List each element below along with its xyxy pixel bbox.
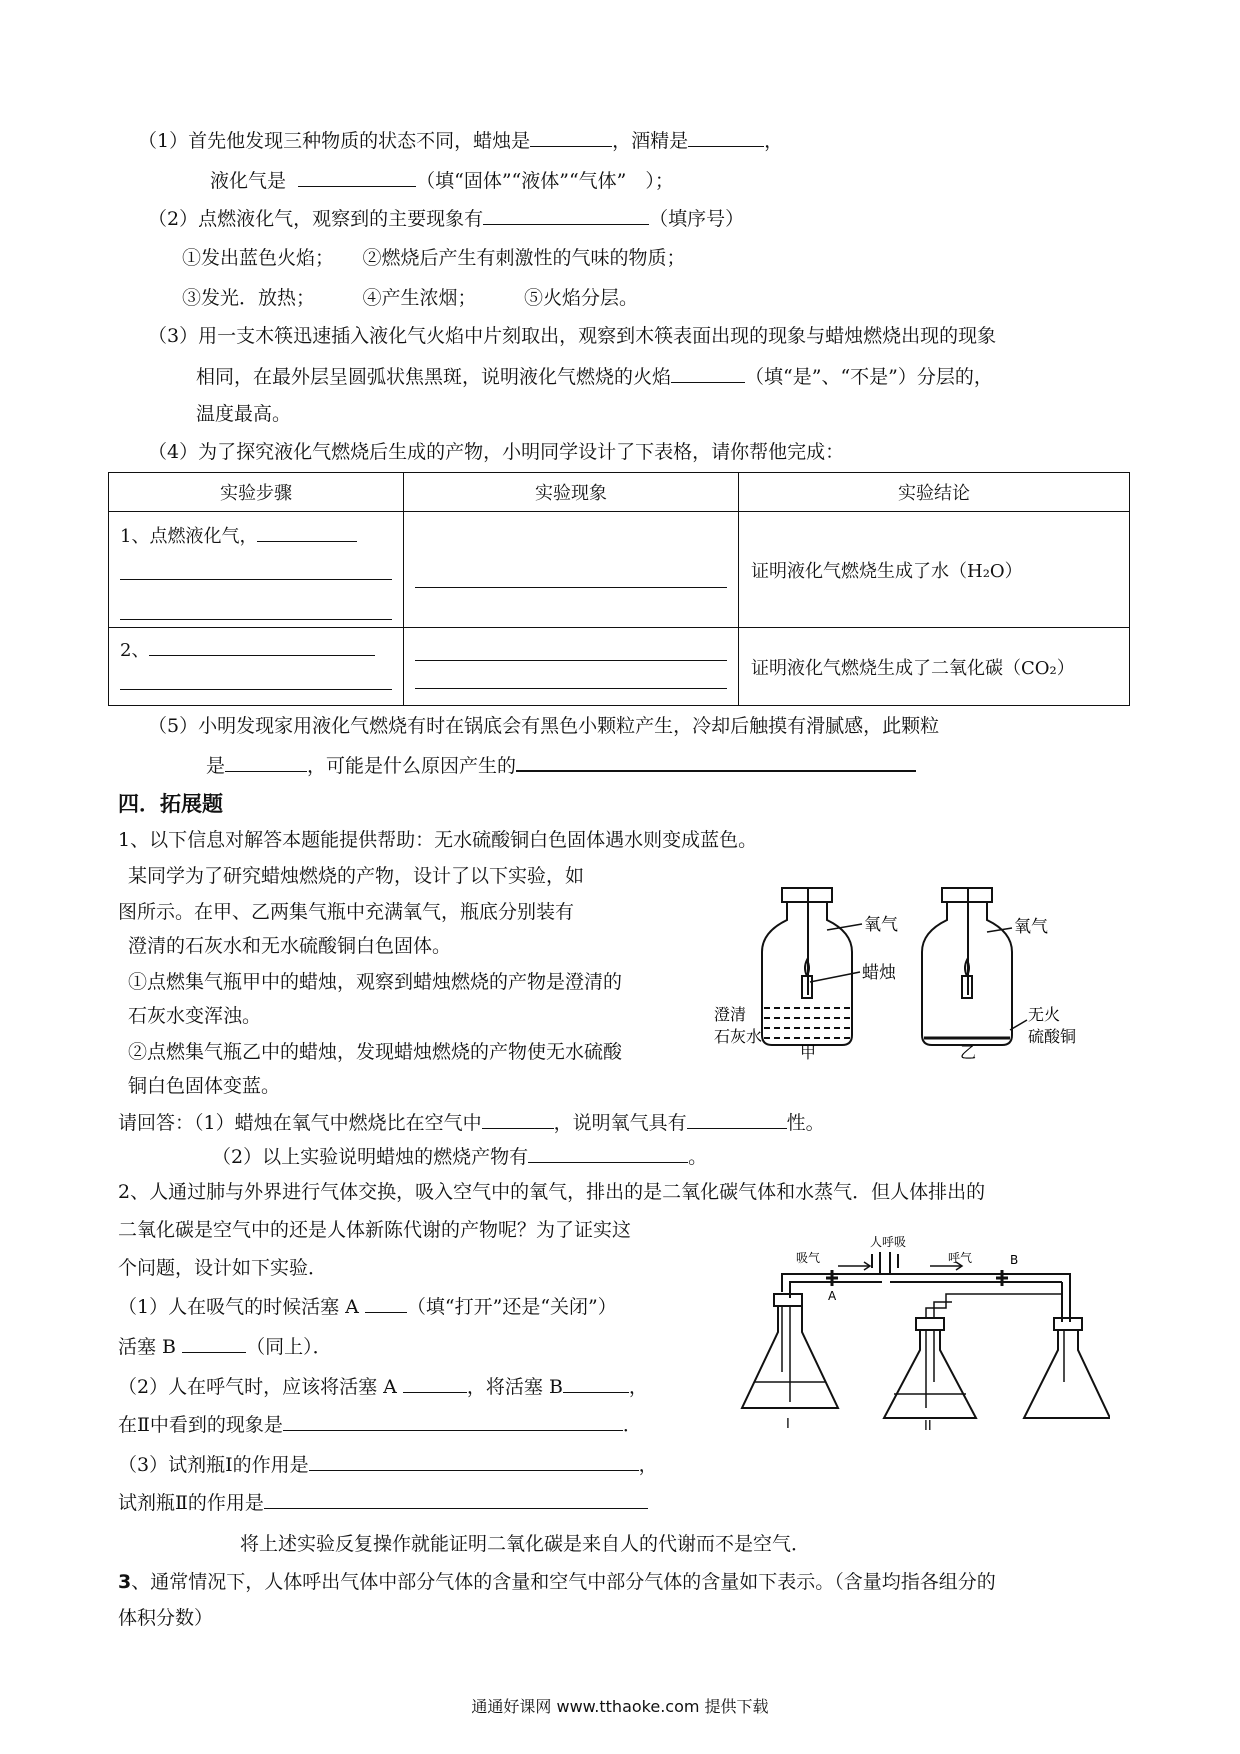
table-header-conclusion: 实验结论 — [739, 473, 1130, 512]
q3-part4-line: （4）为了探究液化气燃烧后生成的产物，小明同学设计了下表格，请你帮他完成： — [148, 441, 845, 463]
label-valve-b: B — [1010, 1253, 1019, 1267]
table-header-phenomenon: 实验现象 — [404, 473, 739, 512]
footer: 通通好课网 www.tthaoke.com 提供下载 — [471, 1697, 769, 1716]
q2-sub1-line2: 活塞 B （同上）． — [118, 1336, 332, 1358]
experiment-table — [108, 472, 1130, 706]
section-heading: 四．拓展题 — [118, 792, 223, 816]
answer-blank[interactable] — [149, 637, 375, 656]
stopper-3 — [1054, 1318, 1082, 1330]
label-cuso4-1: 无火 — [1028, 1005, 1061, 1024]
q1-line5: ①点燃集气瓶甲中的蜡烛，观察到蜡烛燃烧的产物是澄清的 — [128, 971, 623, 993]
q2-sub2-line1: （2）人在呼气时，应该将活塞 A ，将活塞 B ， — [118, 1376, 648, 1398]
label-candle: 蜡烛 — [862, 963, 896, 983]
q3-ext-line2: 体积分数） — [118, 1607, 214, 1629]
answer-blank[interactable] — [415, 687, 727, 689]
q2-sub3-line2: 试剂瓶Ⅱ的作用是 — [118, 1490, 648, 1515]
q1-answer1: 请回答：（1）蜡烛在氧气中燃烧比在空气中 ，说明氧气具有 性。 — [118, 1112, 825, 1134]
answer-blank[interactable] — [309, 1452, 639, 1471]
answer-blank[interactable] — [264, 1490, 648, 1509]
q2-conclusion: 将上述实验反复操作就能证明二氧化碳是来自人的代谢而不是空气． — [240, 1533, 811, 1555]
q3-part3-line3: 温度最高。 — [196, 403, 292, 425]
q3-part2-line: （2）点燃液化气，观察到的主要现象有 （填序号） — [148, 208, 745, 230]
label-valve-a: A — [828, 1289, 837, 1303]
q3-ext-line1: 3、通常情况下，人体呼出气体中部分气体的含量和空气中部分气体的含量如下表示。（含量均指各组分的 — [118, 1571, 996, 1593]
q1-line3: 图所示。在甲、乙两集气瓶中充满氧气，瓶底分别装有 — [118, 901, 575, 923]
label-bottle-2: II — [924, 1419, 932, 1432]
q2-line2: 二氧化碳是空气中的还是人体新陈代谢的产物呢？为了证实这 — [118, 1219, 632, 1241]
candle-experiment-figure — [712, 880, 1102, 1060]
answer-blank[interactable] — [403, 1374, 467, 1393]
answer-blank[interactable] — [257, 523, 357, 542]
answer-blank[interactable] — [415, 586, 727, 588]
table-cell-step: 1、点燃液化气， — [109, 512, 404, 628]
answer-blank[interactable] — [283, 1412, 623, 1431]
table-cell-conclusion: 证明液化气燃烧生成了水（H₂O） — [739, 512, 1130, 628]
label-limewater-2: 石灰水 — [714, 1027, 763, 1046]
answer-blank[interactable] — [687, 1110, 787, 1129]
label-cuso4-2: 硫酸铜 — [1028, 1027, 1077, 1046]
label-bottle-1: I — [786, 1417, 790, 1432]
q2-line3: 个问题，设计如下实验． — [118, 1257, 328, 1279]
table-cell-step: 2、 — [109, 628, 404, 706]
q1-line4: 澄清的石灰水和无水硫酸铜白色固体。 — [128, 935, 452, 957]
answer-blank[interactable] — [483, 206, 649, 225]
answer-blank[interactable] — [298, 168, 416, 187]
table-row — [109, 512, 1130, 628]
answer-blank[interactable] — [530, 128, 612, 147]
table-header-step: 实验步骤 — [109, 473, 404, 512]
q1-line6: 石灰水变浑浊。 — [128, 1005, 262, 1027]
answer-blank[interactable] — [516, 752, 916, 772]
table-cell-phenomenon — [404, 628, 739, 706]
stopper-2 — [916, 1318, 944, 1330]
label-limewater-1: 澄清 — [714, 1005, 747, 1024]
q3-part1-line1: （1）首先他发现三种物质的状态不同，蜡烛是 ，酒精是 ， — [138, 130, 784, 152]
q1-answer2: （2）以上实验说明蜡烛的燃烧产物有 。 — [212, 1146, 708, 1168]
q2-sub3-line1: （3）试剂瓶Ⅰ的作用是 ， — [118, 1454, 658, 1476]
table-cell-conclusion: 证明液化气燃烧生成了二氧化碳（CO₂） — [739, 628, 1130, 706]
answer-blank[interactable] — [365, 1294, 407, 1313]
answer-blank[interactable] — [120, 688, 392, 690]
q3-part5-line2: 是 ，可能是什么原因产生的 — [206, 752, 916, 778]
answer-blank[interactable] — [563, 1374, 629, 1393]
q1-line2: 某同学为了研究蜡烛燃烧的产物，设计了以下实验，如 — [128, 865, 585, 887]
q3-part3-line2: 相同，在最外层呈圆弧状焦黑斑，说明液化气燃烧的火焰 （填“是”、“不是”）分层的， — [196, 366, 993, 388]
table-cell-phenomenon — [404, 512, 739, 628]
breathing-apparatus-figure — [730, 1232, 1110, 1432]
table-header-row — [109, 473, 1130, 512]
label-breath: 人呼吸 — [870, 1235, 907, 1249]
answer-blank[interactable] — [688, 128, 764, 147]
flask-2 — [884, 1330, 976, 1418]
answer-blank[interactable] — [528, 1144, 688, 1163]
label-oxygen-jia: 氧气 — [864, 915, 898, 935]
label-oxygen-yi: 氧气 — [1014, 917, 1048, 937]
q2-sub1-line1: （1）人在吸气的时候活塞 A （填“打开”还是“关闭”） — [118, 1296, 617, 1318]
table-row — [109, 628, 1130, 706]
q1-line8: 铜白色固体变蓝。 — [128, 1075, 281, 1097]
label-yi: 乙 — [960, 1043, 977, 1060]
q1-line1: 1、以下信息对解答本题能提供帮助：无水硫酸铜白色固体遇水则变成蓝色。 — [118, 829, 758, 851]
answer-blank[interactable] — [182, 1334, 246, 1353]
q2-sub2-line2: 在Ⅱ中看到的现象是 ． — [118, 1414, 642, 1436]
stopper-1 — [774, 1294, 802, 1306]
label-jia: 甲 — [800, 1043, 817, 1060]
q1-line7: ②点燃集气瓶乙中的蜡烛，发现蜡烛燃烧的产物使无水硫酸 — [128, 1041, 623, 1063]
q3-part3-line1: （3）用一支木筷迅速插入液化气火焰中片刻取出，观察到木筷表面出现的现象与蜡烛燃烧出现的现象 — [148, 325, 997, 347]
q3-options-row1: ①发出蓝色火焰； ②燃烧后产生有刺激性的气味的物质； — [182, 247, 686, 269]
answer-blank[interactable] — [225, 753, 307, 772]
answer-blank[interactable] — [120, 618, 392, 620]
answer-blank[interactable] — [671, 364, 745, 383]
flask-3 — [1024, 1330, 1110, 1418]
q2-line1: 2、人通过肺与外界进行气体交换，吸入空气中的氧气，排出的是二氧化碳气体和水蒸气．但人体排出的 — [118, 1181, 986, 1203]
q3-options-row2: ③发光．放热； ④产生浓烟； ⑤火焰分层。 — [182, 287, 639, 309]
q3-part1-line2: 液化气是 （填“固体”“液体”“气体” ）； — [210, 170, 674, 192]
answer-blank[interactable] — [482, 1110, 554, 1129]
label-inhale: 吸气 — [796, 1251, 821, 1265]
label-exhale: 呼气 — [948, 1251, 973, 1265]
q3-part5-line1: （5）小明发现家用液化气燃烧有时在锅底会有黑色小颗粒产生，冷却后触摸有滑腻感，此颗粒 — [148, 715, 940, 737]
